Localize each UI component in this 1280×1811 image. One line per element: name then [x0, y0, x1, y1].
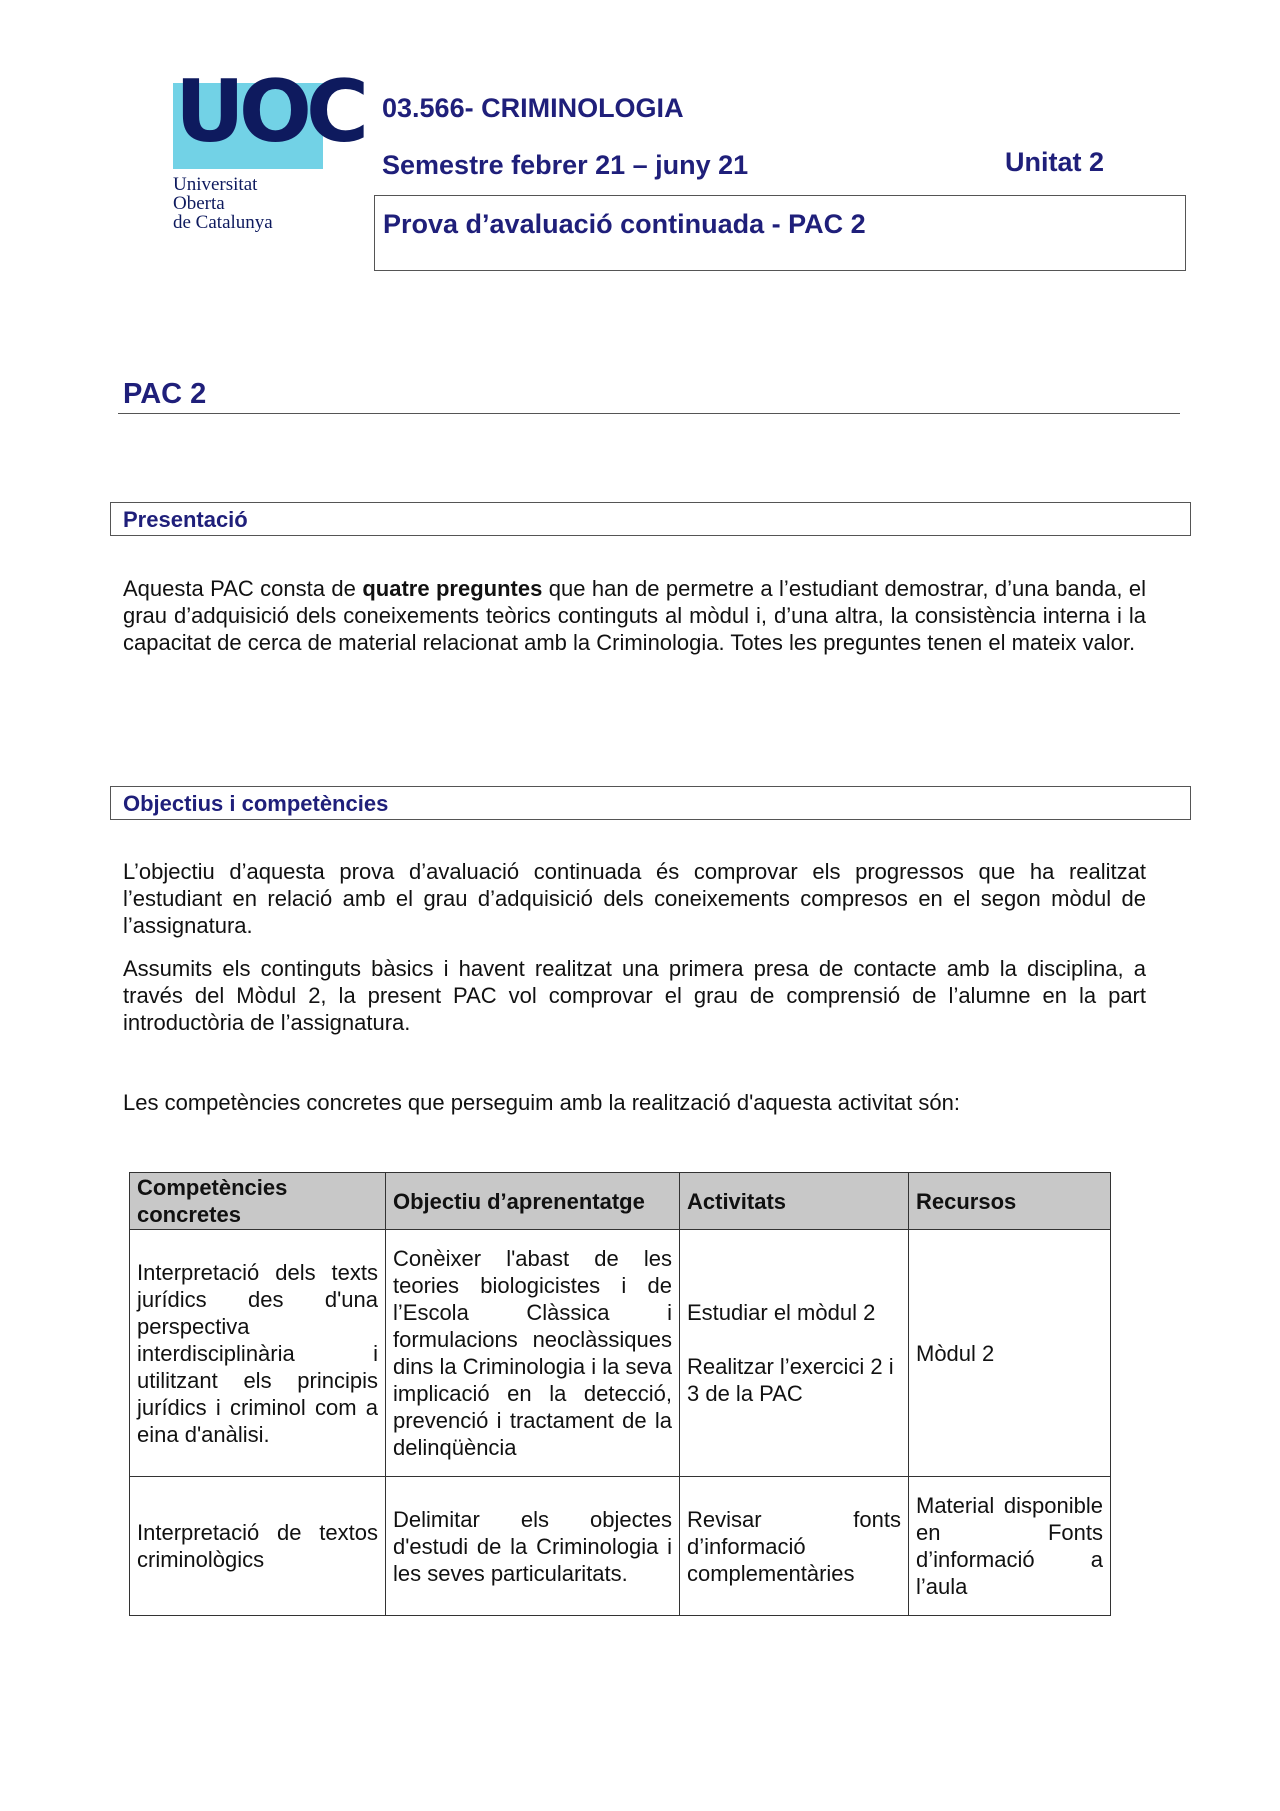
presentation-text-bold: quatre preguntes [362, 576, 543, 601]
logo-mark [173, 62, 364, 169]
logo-line-2: Oberta [173, 193, 225, 214]
course-title: 03.566- CRIMINOLOGIA [382, 93, 684, 123]
logo-line-3: de Catalunya [173, 212, 273, 233]
unit-label: Unitat 2 [1005, 147, 1105, 177]
table-header-row [130, 1173, 1111, 1230]
row1-activity-1: Estudiar el mòdul 2 [687, 1300, 876, 1325]
objectives-paragraph-1: L’objectiu d’aquesta prova d’avaluació continuada és comprovar els progressos que ha realitzat l’estudiant en relació amb el grau d’adquisició dels coneixements compresos en el segon mòdul de l’assignatura. [123, 859, 1146, 938]
row2-competence: Interpretació de textos criminològics [130, 1477, 386, 1616]
objectives-paragraph-2: Assumits els continguts bàsics i havent realitzat una primera presa de contacte amb la disciplina, a través del Mòdul 2, la present PAC vol comprovar el grau de comprensió de l’alumne en la part introductòria de l’assignatura. [123, 956, 1146, 1035]
assessment-title: Prova d’avaluació continuada - PAC 2 [383, 209, 866, 239]
title-divider [118, 413, 1180, 414]
logo-mark-text: UOC [175, 62, 364, 162]
presentation-heading: Presentació [123, 507, 248, 532]
row1-activity-2: Realitzar l’exercici 2 i 3 de la PAC [687, 1354, 894, 1406]
logo-university-name [173, 175, 273, 232]
assessment-box [374, 195, 1186, 271]
competences-intro: Les competències concretes que perseguim amb la realització d'aquesta activitat són: [123, 1090, 960, 1115]
objectives-heading: Objectius i competències [123, 791, 389, 816]
row2-objective: Delimitar els objectes d'estudi de la Criminologia i les seves particularitats. [386, 1477, 680, 1616]
presentation-text-after: que han de permetre a l’estudiant demostrar, d’una banda, el grau d’adquisició dels coneixements teòrics continguts al mòdul i, d’una altra, la consistència interna i la capacitat de cerca de material relacionat amb la Criminologia. Totes les preguntes tenen el mateix valor. [123, 576, 1146, 655]
presentation-section-header [110, 502, 1191, 536]
row2-resource: Material disponible en Fonts d’informació a l’aula [909, 1477, 1111, 1616]
row1-objective: Conèixer l'abast de les teories biologicistes i de l’Escola Clàssica i formulacions neoclàssiques dins la Criminologia i la seva implicació en la detecció, prevenció i tractament de la delinqüència [386, 1230, 680, 1477]
row1-resource: Mòdul 2 [909, 1230, 1111, 1477]
header-objective: Objectiu d’aprenentatge [386, 1173, 680, 1230]
table-row [130, 1477, 1111, 1616]
logo-line-1: Universitat [173, 174, 258, 195]
page-title: PAC 2 [123, 378, 207, 410]
header-resources: Recursos [909, 1173, 1111, 1230]
uoc-logo [173, 62, 364, 255]
presentation-text-before: Aquesta PAC consta de [123, 576, 363, 601]
header-competences: Competències concretes [130, 1173, 386, 1230]
row2-activity: Revisar fonts d’informació complementàries [680, 1477, 909, 1616]
table-row [130, 1230, 1111, 1477]
row1-competence: Interpretació dels texts jurídics des d'una perspectiva interdisciplinària i utilitzant els principis jurídics i criminol com a eina d'anàlisi. [130, 1230, 386, 1477]
row1-activities [680, 1230, 909, 1477]
presentation-paragraph [123, 575, 1146, 656]
competences-table [129, 1172, 1111, 1616]
header-activities: Activitats [680, 1173, 909, 1230]
semester-label: Semestre febrer 21 – juny 21 [382, 150, 749, 180]
objectives-section-header [110, 786, 1191, 820]
row1-activity-spacer [687, 1326, 901, 1353]
